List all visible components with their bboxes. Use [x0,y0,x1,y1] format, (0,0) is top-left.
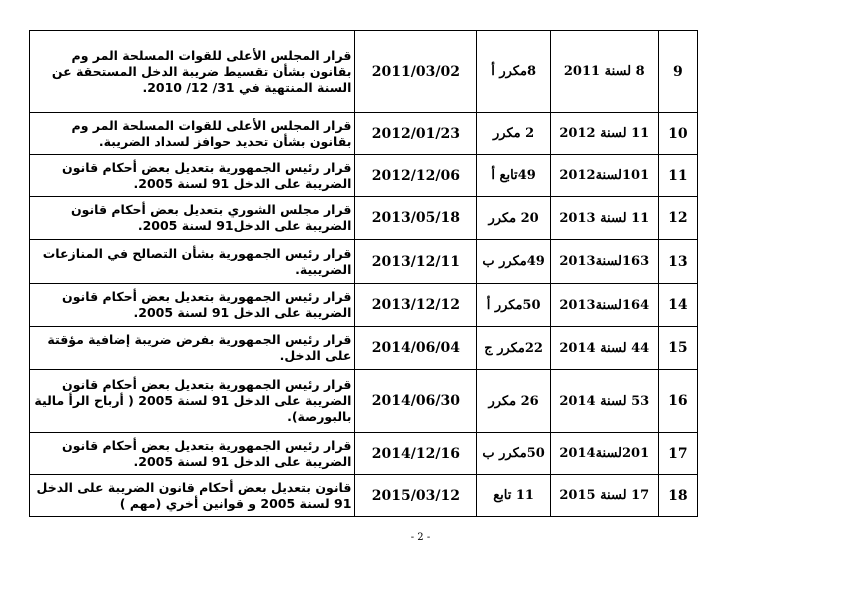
row-sequence: 12 [658,197,697,240]
row-issue-number: 8مكرر أ [477,31,551,113]
row-sequence: 10 [658,113,697,155]
row-description: قرار رئيس الجمهورية بتعديل بعض أحكام قانون الضريبة على الدخل 91 لسنة 2005. [30,433,355,475]
row-description: قرار المجلس الأعلى للقوات المسلحة المر وم بقانون بشأن تحديد حوافز لسداد الضريبة. [30,113,355,155]
row-issue-number: 22مكرر ج [477,327,551,370]
row-date: 2015/03/12 [355,475,477,517]
row-description: قانون بتعديل بعض أحكام قانون الضريبة على الدخل 91 لسنة 2005 و قوانين أخري (مهم ) [30,475,355,517]
row-law-number: 8 لسنة 2011 [550,31,658,113]
row-law-number: 201لسنة2014 [550,433,658,475]
row-date: 2012/01/23 [355,113,477,155]
table-row [30,284,698,327]
row-issue-number: 49تابع أ [477,155,551,197]
row-description: قرار المجلس الأعلى للقوات المسلحة المر وم بقانون بشأن تقسيط ضريبة الدخل المستحقة عن السنة المنتهية في 31/ 12/ 2010. [30,31,355,113]
row-description: قرار رئيس الجمهورية بشأن التصالح في المنازعات الضريبية. [30,240,355,284]
row-issue-number: 26 مكرر [477,370,551,433]
row-law-number: 11 لسنة 2013 [550,197,658,240]
row-date: 2014/12/16 [355,433,477,475]
page-number: - 2 - [410,532,431,543]
row-law-number: 101لسنة2012 [550,155,658,197]
row-sequence: 15 [658,327,697,370]
row-law-number: 164لسنة2013 [550,284,658,327]
row-issue-number: 50مكرر أ [477,284,551,327]
table-row [30,113,698,155]
row-law-number: 163لسنة2013 [550,240,658,284]
row-issue-number: 11 تابع [477,475,551,517]
row-issue-number: 20 مكرر [477,197,551,240]
row-law-number: 53 لسنة 2014 [550,370,658,433]
row-sequence: 17 [658,433,697,475]
row-date: 2014/06/04 [355,327,477,370]
row-description: قرار رئيس الجمهورية بتعديل بعض أحكام قانون الضريبة على الدخل 91 لسنة 2005. [30,155,355,197]
row-law-number: 11 لسنة 2012 [550,113,658,155]
table-row [30,240,698,284]
laws-table [29,30,698,517]
table-row [30,155,698,197]
row-law-number: 17 لسنة 2015 [550,475,658,517]
table-row [30,370,698,433]
row-issue-number: 50مكرر ب [477,433,551,475]
table-row [30,327,698,370]
row-date: 2013/12/12 [355,284,477,327]
row-sequence: 11 [658,155,697,197]
row-description: قرار رئيس الجمهورية بفرض ضريبة إضافية مؤقتة على الدخل. [30,327,355,370]
row-description: قرار رئيس الجمهورية بتعديل بعض أحكام قانون الضريبة على الدخل 91 لسنة 2005. [30,284,355,327]
row-issue-number: 49مكرر ب [477,240,551,284]
row-sequence: 14 [658,284,697,327]
row-issue-number: 2 مكرر [477,113,551,155]
row-law-number: 44 لسنة 2014 [550,327,658,370]
row-date: 2013/12/11 [355,240,477,284]
row-date: 2013/05/18 [355,197,477,240]
row-date: 2011/03/02 [355,31,477,113]
table-row [30,197,698,240]
table-row [30,475,698,517]
table-row [30,433,698,475]
row-description: قرار مجلس الشوري بتعديل بعض أحكام قانون الضريبة على الدخل91 لسنة 2005. [30,197,355,240]
row-sequence: 18 [658,475,697,517]
row-date: 2012/12/06 [355,155,477,197]
row-sequence: 16 [658,370,697,433]
table-row [30,31,698,113]
row-sequence: 9 [658,31,697,113]
row-sequence: 13 [658,240,697,284]
row-description: قرار رئيس الجمهورية بتعديل بعض أحكام قانون الضريبة على الدخل 91 لسنة 2005 ( أرباح الرأ مالية بالبورصة). [30,370,355,433]
row-date: 2014/06/30 [355,370,477,433]
